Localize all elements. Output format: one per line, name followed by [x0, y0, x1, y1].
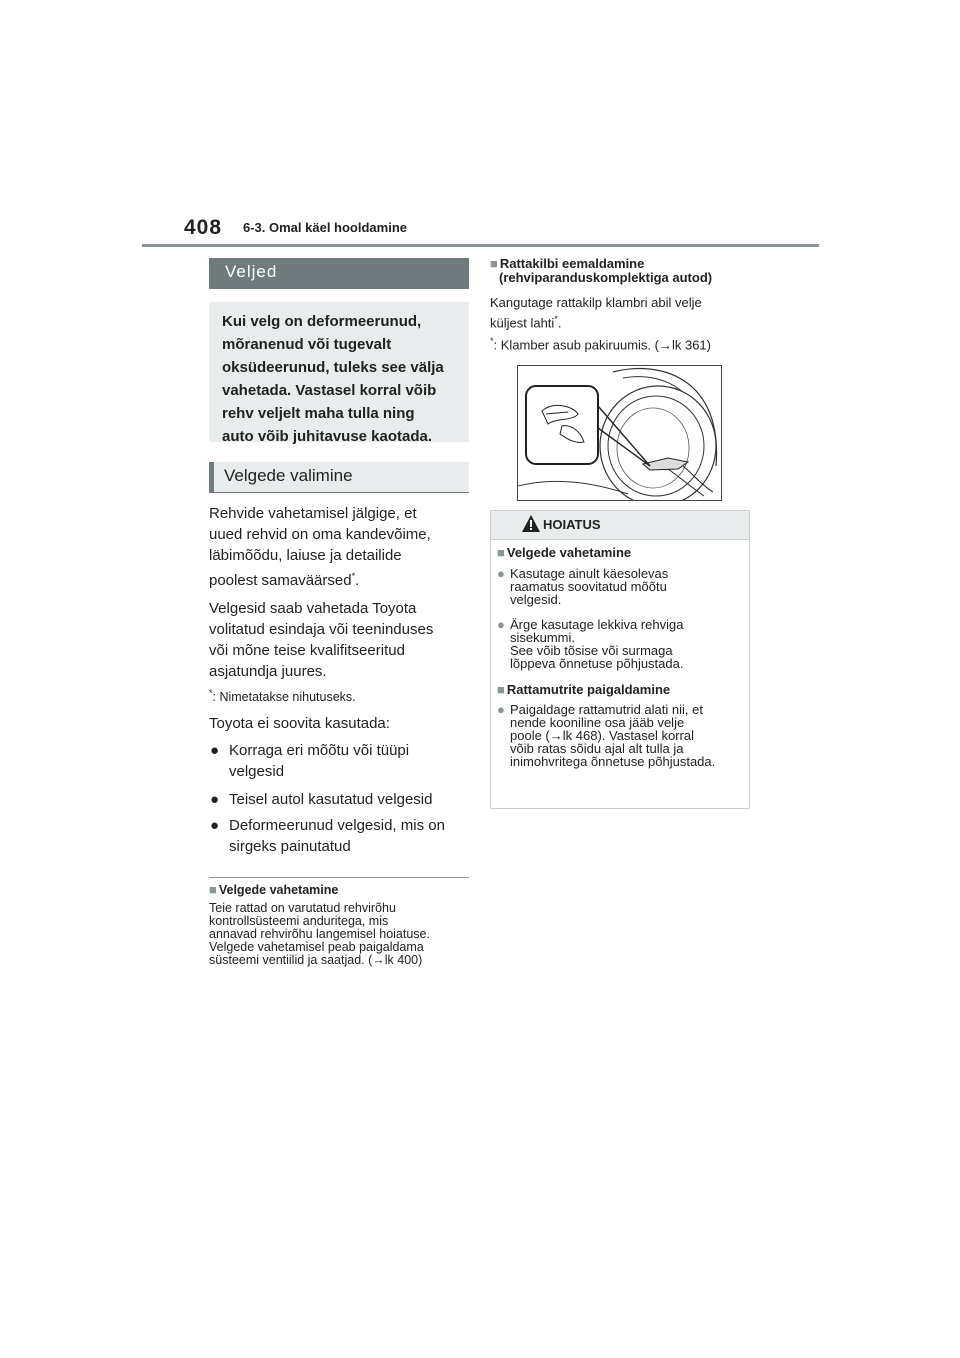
text-line: kontrollsüsteemi anduritega, mis — [209, 914, 389, 928]
paragraph-toyota: Toyota ei soovita kasutada: — [209, 715, 390, 732]
warning-triangle-icon — [522, 515, 540, 532]
warning-callout — [209, 302, 469, 445]
text-line: poolest samaväärsed*. — [209, 571, 360, 589]
warning-line: auto võib juhitavuse kaotada. — [222, 428, 433, 445]
square-marker-icon: ■ — [497, 682, 505, 697]
text-line: Teie rattad on varutatud rehvirõhu — [209, 901, 396, 915]
footnote-nihutus: *: Nimetatakse nihutuseks. — [209, 688, 356, 705]
text-line: uued rehvid on oma kandevõime, — [209, 526, 431, 543]
bullet-icon: ● — [210, 817, 220, 834]
text-line: volitatud esindaja või teeninduses — [209, 621, 434, 638]
caution-section-title: Rattamutrite paigaldamine — [506, 682, 671, 697]
list-item: ● Teisel autol kasutatud velgesid — [210, 791, 433, 808]
list-item: ● Kasutage ainult käesolevas raamatus soovitatud mõõtu velgesid. — [497, 566, 669, 607]
text-line: süsteemi ventiilid ja saatjad. (→lk 400) — [209, 953, 423, 967]
wheel-cover-removal-illustration — [517, 365, 722, 501]
square-marker-icon: ■ — [490, 256, 498, 271]
text-line: Velgesid saab vahetada Toyota — [209, 600, 417, 617]
note-velgede-vahetamine — [209, 882, 469, 967]
wheel-illustration-icon — [518, 366, 721, 500]
warning-line: Kui velg on deformeerunud, — [222, 313, 422, 330]
warning-line: rehv veljelt maha tulla ning — [222, 405, 415, 422]
paragraph-rehvide — [209, 503, 469, 591]
list-item: ● Paigaldage rattamutrid alati nii, et nende kooniline osa jääb velje poole (→lk 468). Vastasel korral võib ratas sõidu ajal alt tulla ja inimohvritega õnnetuse põhjustada. — [497, 702, 716, 769]
subsection-title: Rattakilbi eemaldamine — [499, 256, 645, 271]
section-heading-veljed: Veljed — [209, 258, 469, 289]
caution-label: HOIATUS — [543, 517, 601, 532]
footnote-klamber: *: Klamber asub pakiruumis. (→lk 361) — [490, 336, 711, 353]
bullet-icon: ● — [497, 617, 505, 632]
text-line: Velgede vahetamisel peab paigaldama — [209, 940, 424, 954]
text-line: Rehvide vahetamisel jälgige, et — [209, 505, 417, 522]
header-rule — [142, 244, 819, 247]
subheading-velgede-valimine: Velgede valimine — [209, 462, 469, 493]
bullet-icon: ● — [210, 742, 220, 759]
list-item: ● Ärge kasutage lekkiva rehviga sisekummi. See võib tõsise või surmaga lõppeva õnnetuse põhjustada. — [497, 617, 684, 671]
text-line: läbimõõdu, laiuse ja detailide — [209, 547, 402, 564]
bullet-icon: ● — [497, 566, 505, 581]
warning-line: vahetada. Vastasel korral võib — [222, 382, 437, 399]
paragraph-velgesid — [209, 598, 469, 682]
caution-section-title: Velgede vahetamine — [506, 545, 632, 560]
subsection-title-line: (rehviparanduskomplektiga autod) — [499, 270, 713, 285]
square-marker-icon: ■ — [497, 545, 505, 560]
note-title: Velgede vahetamine — [218, 883, 339, 897]
text-line: küljest lahti*. — [490, 314, 562, 331]
caution-content — [497, 545, 747, 768]
bullet-icon: ● — [497, 702, 505, 717]
square-marker-icon: ■ — [209, 882, 217, 897]
subsection-rattakilbi — [490, 257, 760, 354]
bullet-icon: ● — [210, 791, 220, 808]
warning-line: oksüdeerunud, tuleks see välja — [222, 359, 444, 376]
page-number: 408 — [184, 216, 223, 239]
list-item: ● Deformeerunud velgesid, mis on sirgeks painutatud — [210, 817, 445, 855]
text-line: või mõne teise kvalifitseeritud — [209, 642, 405, 659]
list-item: ● Korraga eri mõõtu või tüüpi velgesid — [210, 742, 410, 780]
text-line: Kangutage rattakilp klambri abil velje — [490, 295, 702, 310]
divider — [209, 877, 469, 878]
section-title: 6-3. Omal käel hooldamine — [243, 220, 407, 235]
text-line: annavad rehvirõhu langemisel hoiatuse. — [209, 927, 430, 941]
warning-line: mõranenud või tugevalt — [222, 336, 392, 353]
text-line: asjatundja juures. — [209, 663, 327, 680]
